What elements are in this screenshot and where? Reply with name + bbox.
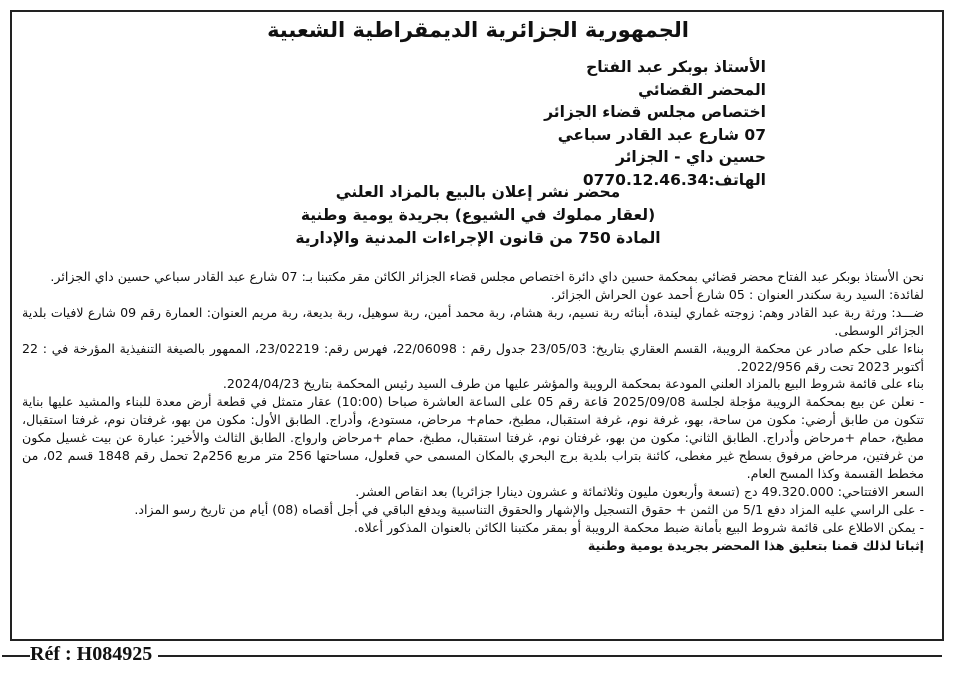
paragraph-judgment: بناءا على حكم صادر عن محكمة الرويبة، القسم العقاري بتاريخ: 23/05/03 جدول رقم : 22/06098، فهرس رقم: 23/02219، الممهور بالصيغة التنفيذية المؤرخة في : 22 أكتوبر 2023 تحت رقم 2022/956. xyxy=(22,340,924,374)
paragraph-beneficiary: لفائدة: السيد ربة سكندر العنوان : 05 شارع أحمد عون الحراش الجزائر. xyxy=(550,286,924,302)
paragraph-price: السعر الافتتاحي: 49.320.000 دج (تسعة وأربعون مليون وثلاثمائة و عشرون دينارا جزائريا) بعد انقاص العشر. xyxy=(355,483,924,499)
paragraph-payment: - على الراسي عليه المزاد دفع 5/1 من الثمن + حقوق التسجيل والإشهار والحقوق التناسبية ويدفع الباقي في أجل أقصاه (08) أيام من تاريخ رسو المزاد. xyxy=(134,501,924,517)
paragraph-against: ضـــد: ورثة ربة عبد القادر وهم: زوجته غماري ليندة، أبنائه ربة نسيم، ربة هشام، ربة محمد أمين، ربة سوهيل، ربة بديعة، ربة مريم العنوان: العمارة رقم 09 شارع لافيات بلدية الجزائر الوسطى. xyxy=(22,304,925,338)
lawyer-title: المحضر القضائي xyxy=(638,80,766,99)
reference-number: Réf : H084925 xyxy=(30,643,158,666)
title-line-3: المادة 750 من قانون الإجراءات المدنية والإدارية xyxy=(295,229,661,247)
republic-heading: الجمهورية الجزائرية الديمقراطية الشعبية xyxy=(267,18,689,42)
phone-number: 0770.12.46.34 xyxy=(582,170,709,189)
lawyer-name: الأستاذ بوبكر عبد الفتاح xyxy=(586,58,766,76)
paragraph-intro: نحن الأستاذ بوبكر عبد الفتاح محضر قضائي بمحكمة حسين داي دائرة اختصاص مجلس قضاء الجزائر الكائن مقر مكتبنا بـ: 07 شارع عبد القادر سباعي حسين داي الجزائر. xyxy=(50,269,924,284)
paragraph-consult: - يمكن الاطلاع على قائمة شروط البيع بأمانة ضبط محكمة الرويبة أو بمقر مكتبنا الكائن بالعنوان المذكور أعلاه. xyxy=(353,519,924,535)
bailiff-header xyxy=(436,56,766,191)
phone-label: الهاتف: xyxy=(708,170,766,189)
paragraph-closing: إثباتا لذلك قمنا بتعليق هذا المحضر بجريدة يومية وطنية xyxy=(587,537,924,553)
street-address: 07 شارع عبد القادر سباعي xyxy=(557,125,766,144)
reference-footer xyxy=(2,641,942,671)
paragraph-sale: - نعلن عن بيع بمحكمة الرويبة مؤجلة لجلسة 2025/09/08 قاعة رقم 05 على الساعة العاشرة صباحا (10:00) عقار متمثل في قطعة أرض معدة للبناء والمشيد عليها بناية تتكون من طابق أرضي: مكون من ساحة، بهو، غرفة نوم، غرفة استقبال، مطبخ، حمام+ مرحاض، مستودع، وأدراج. الطابق الأول: مكون من بهو، غرفتان نوم، غرفتا استقبال، مطبخ، حمام +مرحاض وأدراج. الطابق الثاني: مكون من بهو، غرفتان نوم، غرفتا استقبال، مطبخ، حمام +مرحاض وارواج. الطابق الثالث والأخير: عبارة عن بيت غسيل مكون من غرفتين، مرحاض مرفوق بسطح غير مغطى، كائنة بتراب بلدية برج البحري بالمكان المسمى حي قعلول، مساحتها 256 متر مربع 256م2 تحمل رقم 1848 قسم 02، من مخطط القسمة وكذا المسح العام. xyxy=(22,394,924,481)
city: حسين داي - الجزائر xyxy=(615,148,766,166)
notice-body xyxy=(22,268,924,555)
paragraph-conditions: بناء على قائمة شروط البيع بالمزاد العلني المودعة بمحكمة الرويبة والمؤشر عليها من طرف السيد رئيس المحكمة بتاريخ 2024/04/23. xyxy=(222,376,924,392)
title-line-2: (لعقار مملوك في الشيوع) بجريدة يومية وطنية xyxy=(300,206,656,224)
title-line-1: محضر نشر إعلان بالبيع بالمزاد العلني xyxy=(335,183,621,201)
jurisdiction: اختصاص مجلس قضاء الجزائر xyxy=(544,103,766,121)
notice-titles xyxy=(0,181,956,250)
